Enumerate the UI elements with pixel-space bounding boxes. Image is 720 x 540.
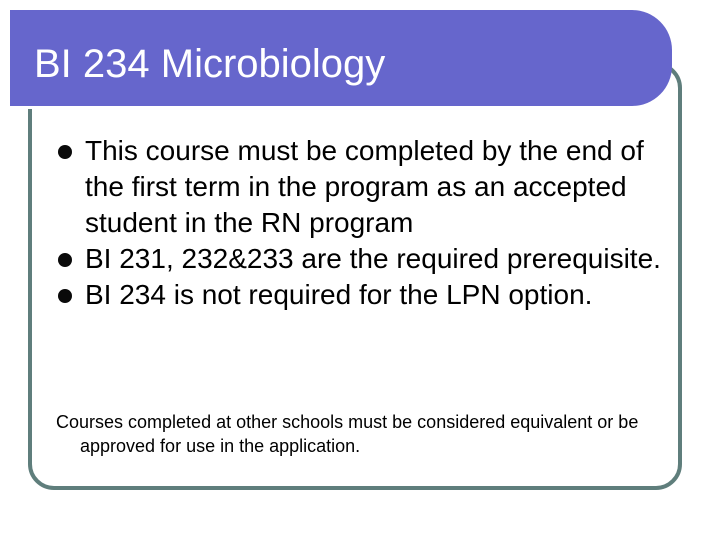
bullet-dot-icon [58, 253, 72, 267]
bullet-item [56, 133, 676, 241]
bullet-text: This course must be completed by the end of the first term in the program as an accepted student in the RN program [85, 135, 644, 238]
bullet-dot-icon [58, 289, 72, 303]
bullet-dot-icon [58, 145, 72, 159]
slide-title: BI 234 Microbiology [34, 42, 386, 86]
title-underline [10, 106, 650, 109]
bullet-list [56, 133, 676, 313]
footnote: Courses completed at other schools must be considered equivalent or be approved for use in the application. [56, 412, 639, 456]
title-banner [10, 10, 672, 106]
bullet-item [56, 241, 676, 277]
bullet-item [56, 277, 676, 313]
bullet-text: BI 231, 232&233 are the required prerequisite. [85, 243, 661, 274]
bullet-text: BI 234 is not required for the LPN option. [85, 279, 593, 310]
